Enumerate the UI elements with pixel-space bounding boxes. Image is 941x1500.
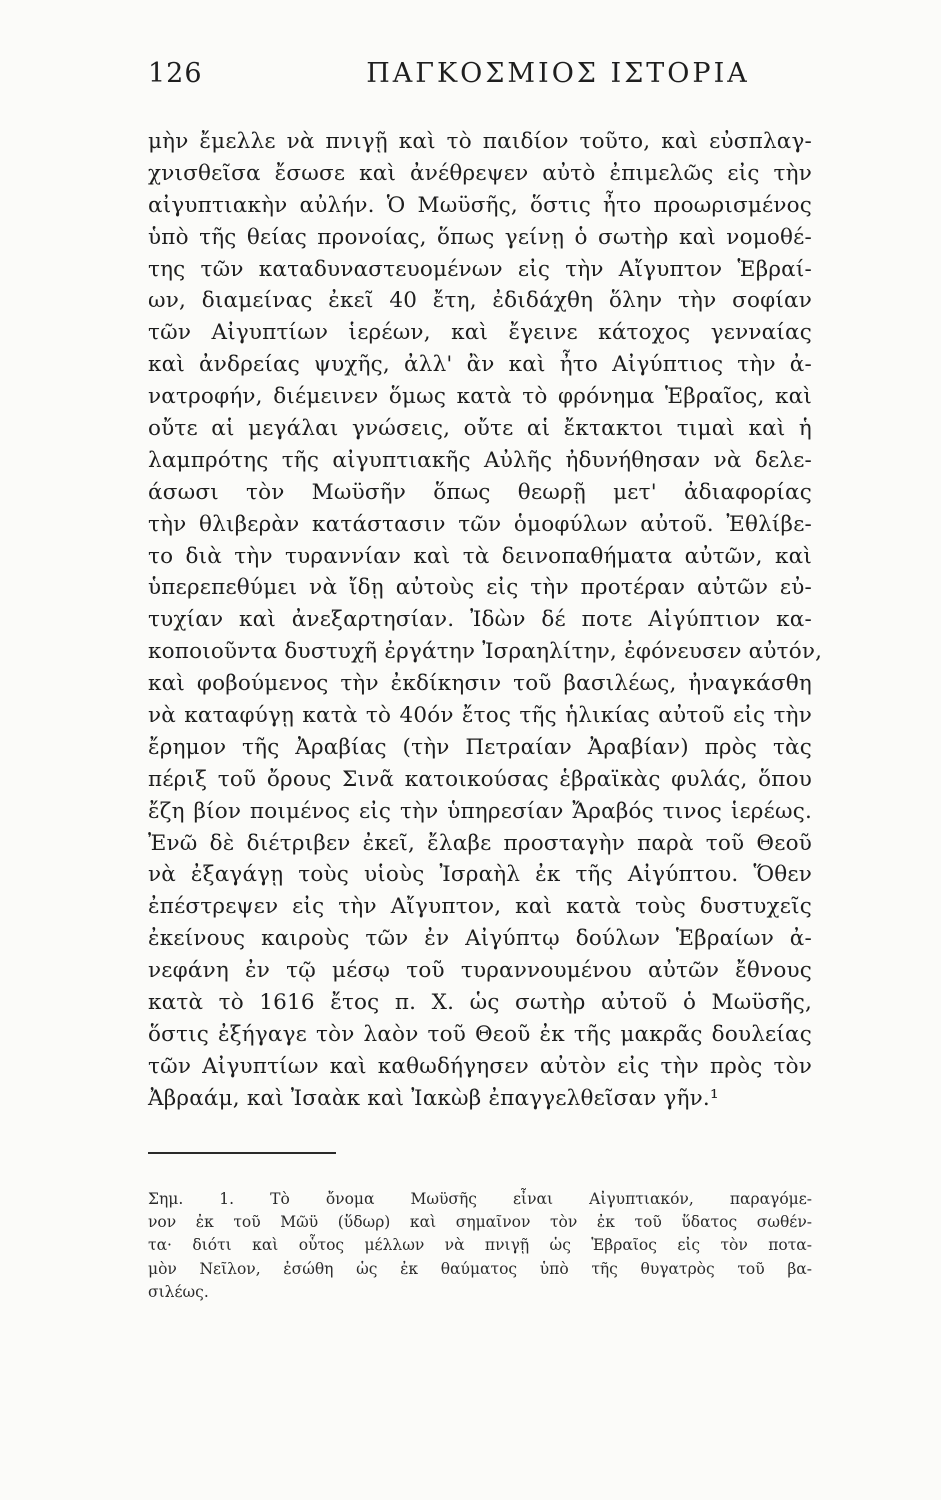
text-line: χνισθεῖσα ἔσωσε καὶ ἀνέθρεψεν αὐτὸ ἐπιμελῶς εἰς τὴν <box>148 160 812 186</box>
page-header <box>148 58 812 98</box>
text-line: νὰ ἐξαγάγῃ τοὺς υἱοὺς Ἰσραὴλ ἐκ τῆς Αἰγύπτου. Ὅθεν <box>148 862 812 888</box>
text-line: καὶ ἀνδρείας ψυχῆς, ἀλλ' ἂν καὶ ἦτο Αἰγύπτιος τὴν ἀ- <box>148 352 812 378</box>
text-line: ὑπὸ τῆς θείας προνοίας, ὅπως γείνῃ ὁ σωτὴρ καὶ νομοθέ- <box>148 224 812 250</box>
text-line: Ἀβραάμ, καὶ Ἰσαὰκ καὶ Ἰακὼβ ἐπαγγελθεῖσαν γῆν.¹ <box>148 1085 719 1111</box>
footnote <box>148 1188 812 1304</box>
footnote-line: τα· διότι καὶ οὗτος μέλλων νὰ πνιγῇ ὡς Ἑβραῖος εἰς τὸν ποτα- <box>148 1236 812 1255</box>
running-head: ΠΑΓΚΟΣΜΙΟΣ ΙΣΤΟΡΙΑ <box>366 58 750 89</box>
text-line: αἰγυπτιακὴν αὐλήν. Ὁ Μωϋσῆς, ὅστις ἦτο προωρισμένος <box>148 192 812 218</box>
text-line: το διὰ τὴν τυραννίαν καὶ τὰ δεινοπαθήματα αὐτῶν, καὶ <box>148 543 812 569</box>
footnote-line: Σημ. 1. Τὸ ὄνομα Μωϋσῆς εἶναι Αἰγυπτιακόν, παραγόμε- <box>148 1190 812 1208</box>
text-line: λαμπρότης τῆς αἰγυπτιακῆς Αὐλῆς ἠδυνήθησαν νὰ δελε- <box>148 447 812 473</box>
text-line: τῶν Αἰγυπτίων ἱερέων, καὶ ἔγεινε κάτοχος γενναίας <box>148 320 812 346</box>
text-line: Ἐνῶ δὲ διέτριβεν ἐκεῖ, ἔλαβε προσταγὴν παρὰ τοῦ Θεοῦ <box>148 830 812 856</box>
text-line: τῶν Αἰγυπτίων καὶ καθωδήγησεν αὐτὸν εἰς τὴν πρὸς τὸν <box>148 1053 812 1079</box>
text-line: ἐκείνους καιροὺς τῶν ἐν Αἰγύπτῳ δούλων Ἑβραίων ἀ- <box>148 926 812 952</box>
text-line: τὴν θλιβερὰν κατάστασιν τῶν ὁμοφύλων αὐτοῦ. Ἐθλίβε- <box>148 511 812 537</box>
footnote-line: μὸν Νεῖλον, ἐσώθη ὡς ἐκ θαύματος ὑπὸ τῆς θυγατρὸς τοῦ βα- <box>148 1259 812 1278</box>
text-line: ων, διαμείνας ἐκεῖ 40 ἔτη, ἐδιδάχθη ὅλην τὴν σοφίαν <box>148 288 812 314</box>
text-line: καὶ φοβούμενος τὴν ἐκδίκησιν τοῦ βασιλέως, ἠναγκάσθη <box>148 671 812 697</box>
main-text <box>148 126 823 1115</box>
text-line: κατὰ τὸ 1616 ἔτος π. Χ. ὡς σωτὴρ αὐτοῦ ὁ Μωϋσῆς, <box>148 990 812 1016</box>
page-number: 126 <box>148 58 203 89</box>
footnote-divider <box>148 1152 336 1154</box>
text-line: νατροφήν, διέμεινεν ὅμως κατὰ τὸ φρόνημα Ἑβραῖος, καὶ <box>148 384 812 410</box>
text-line: ἔζη βίον ποιμένος εἰς τὴν ὑπηρεσίαν Ἄραβός τινος ἱερέως. <box>148 798 812 824</box>
footnote-line: νον ἐκ τοῦ Μῶϋ (ὕδωρ) καὶ σημαῖνον τὸν ἐκ τοῦ ὕδατος σωθέν- <box>148 1213 812 1232</box>
text-line: μὴν ἔμελλε νὰ πνιγῇ καὶ τὸ παιδίον τοῦτο, καὶ εὐσπλαγ- <box>148 129 812 154</box>
text-line: οὔτε αἱ μεγάλαι γνώσεις, οὔτε αἱ ἔκτακτοι τιμαὶ καὶ ἡ <box>148 416 812 442</box>
text-line: ἐπέστρεψεν εἰς τὴν Αἴγυπτον, καὶ κατὰ τοὺς δυστυχεῖς <box>148 894 812 920</box>
text-line: νὰ καταφύγῃ κατὰ τὸ 40όν ἔτος τῆς ἡλικίας αὐτοῦ εἰς τὴν <box>148 703 812 729</box>
text-line: της τῶν καταδυναστευομένων εἰς τὴν Αἴγυπτον Ἑβραί- <box>148 256 812 282</box>
text-line: ὑπερεπεθύμει νὰ ἴδῃ αὐτοὺς εἰς τὴν προτέραν αὐτῶν εὐ- <box>148 575 812 601</box>
text-line: ἔρημον τῆς Ἀραβίας (τὴν Πετραίαν Ἀραβίαν) πρὸς τὰς <box>148 734 812 760</box>
text-line: κοποιοῦντα δυστυχῆ ἐργάτην Ἰσραηλίτην, ἐφόνευσεν αὐτόν, <box>148 639 823 665</box>
text-line: άσωσι τὸν Μωϋσῆν ὅπως θεωρῇ μετ' ἀδιαφορίας <box>148 479 812 505</box>
text-line: τυχίαν καὶ ἀνεξαρτησίαν. Ἰδὼν δέ ποτε Αἰγύπτιον κα- <box>148 607 812 633</box>
text-line: πέριξ τοῦ ὄρους Σινᾶ κατοικούσας ἑβραϊκὰς φυλάς, ὅπου <box>148 766 812 792</box>
text-line: ὅστις ἐξήγαγε τὸν λαὸν τοῦ Θεοῦ ἐκ τῆς μακρᾶς δουλείας <box>148 1021 812 1047</box>
text-line: νεφάνη ἐν τῷ μέσῳ τοῦ τυραννουμένου αὐτῶν ἔθνους <box>148 958 812 984</box>
footnote-line: σιλέως. <box>148 1282 209 1301</box>
